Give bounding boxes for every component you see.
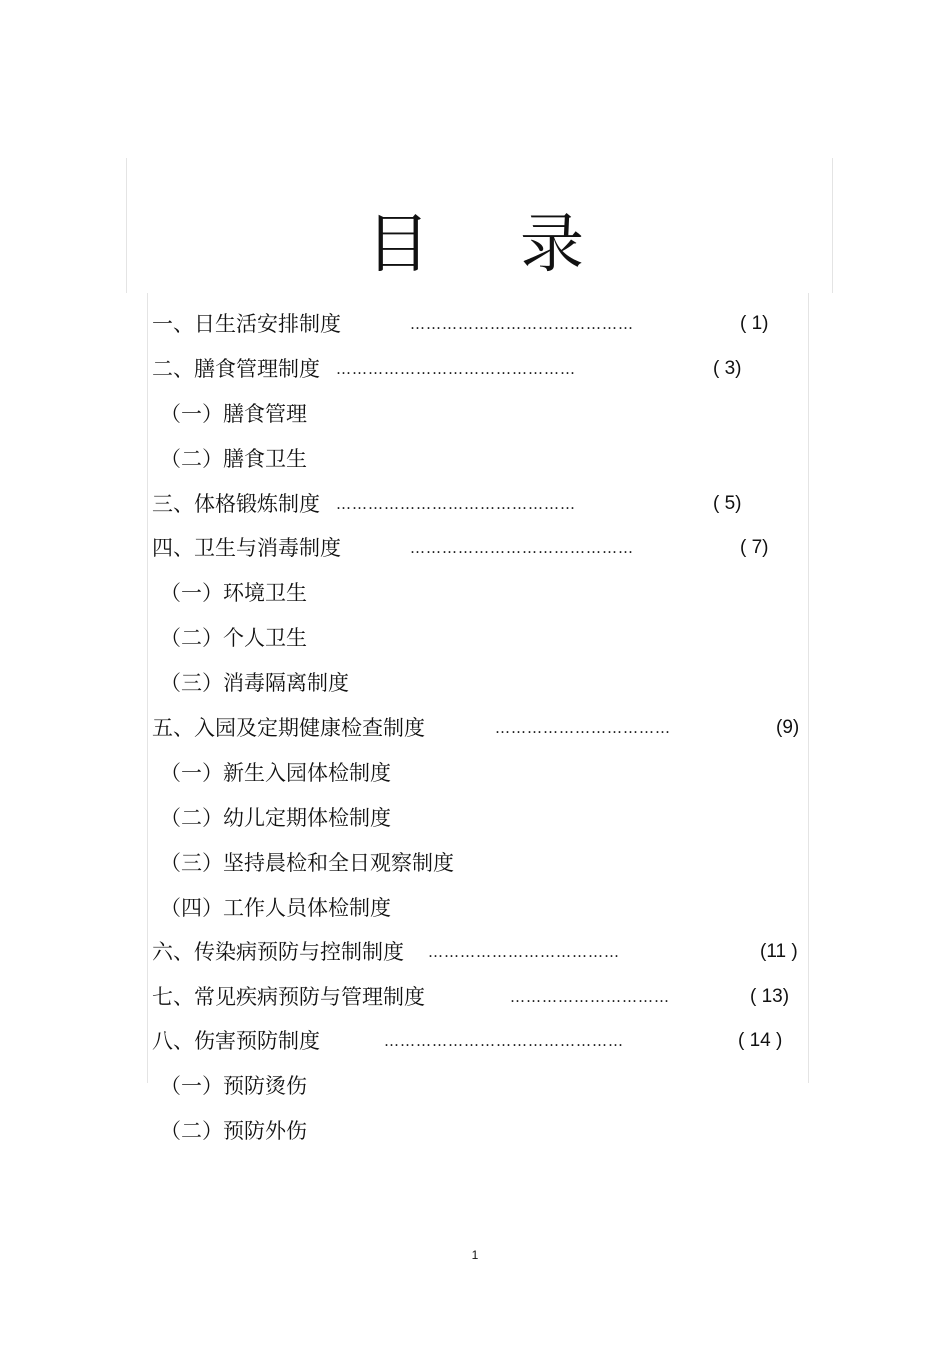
toc-entry-page: ( 14 ) [738, 1030, 783, 1051]
toc-subentry-label[interactable]: （四）工作人员体检制度 [160, 896, 391, 920]
toc-entry-page: ( 5) [713, 493, 742, 514]
border-line-left-lower [147, 293, 148, 1083]
toc-entry-label[interactable]: 四、卫生与消毒制度 [152, 536, 341, 560]
toc-subentry-label[interactable]: （二）膳食卫生 [160, 447, 307, 471]
toc-entry-label[interactable]: 三、体格锻炼制度 [152, 492, 320, 516]
toc-entry-label[interactable]: 六、传染病预防与控制制度 [152, 940, 404, 964]
toc-subentry-label[interactable]: （一）环境卫生 [160, 581, 307, 605]
toc-entry-page: ( 3) [713, 358, 742, 379]
toc-title [0, 205, 950, 285]
toc-subentry-label[interactable]: （二）幼儿定期体检制度 [160, 806, 391, 830]
toc-subentry-label[interactable]: （一）膳食管理 [160, 402, 307, 426]
toc-entry-label[interactable]: 八、伤害预防制度 [152, 1029, 320, 1053]
page-number: 1 [471, 1248, 479, 1262]
toc-leader-dots: ……………………………………… [336, 360, 576, 378]
toc-entry-page: ( 7) [740, 537, 769, 558]
toc-subentry-label[interactable]: （三）消毒隔离制度 [160, 671, 349, 695]
toc-leader-dots: …………………………………… [410, 539, 634, 557]
toc-title-char-1: 目 [366, 208, 430, 282]
toc-leader-dots: …………………………………… [410, 315, 634, 333]
toc-entry-label[interactable]: 五、入园及定期健康检查制度 [152, 716, 425, 740]
toc-subentry-label[interactable]: （一）新生入园体检制度 [160, 761, 391, 785]
toc-leader-dots: ……………………………………… [336, 495, 576, 513]
toc-title-char-2: 录 [520, 208, 584, 282]
toc-entry-page: (11 ) [760, 941, 798, 962]
toc-entry-label[interactable]: 七、常见疾病预防与管理制度 [152, 985, 425, 1009]
toc-entry-page: ( 1) [740, 313, 769, 334]
toc-subentry-label[interactable]: （三）坚持晨检和全日观察制度 [160, 851, 454, 875]
toc-entry-label[interactable]: 二、膳食管理制度 [152, 357, 320, 381]
toc-leader-dots: ………………………… [510, 988, 670, 1006]
toc-entry-page: ( 13) [750, 986, 790, 1007]
toc-subentry-label[interactable]: （一）预防烫伤 [160, 1074, 307, 1098]
toc-leader-dots: …………………………… [495, 719, 671, 737]
border-line-right-lower [808, 293, 809, 1083]
toc-subentry-label[interactable]: （二）个人卫生 [160, 626, 307, 650]
toc-subentry-label[interactable]: （二）预防外伤 [160, 1119, 307, 1143]
toc-entry-page: (9) [776, 717, 800, 738]
toc-leader-dots: ……………………………………… [384, 1032, 624, 1050]
toc-entry-label[interactable]: 一、日生活安排制度 [152, 312, 341, 336]
toc-leader-dots: ……………………………… [428, 943, 620, 961]
